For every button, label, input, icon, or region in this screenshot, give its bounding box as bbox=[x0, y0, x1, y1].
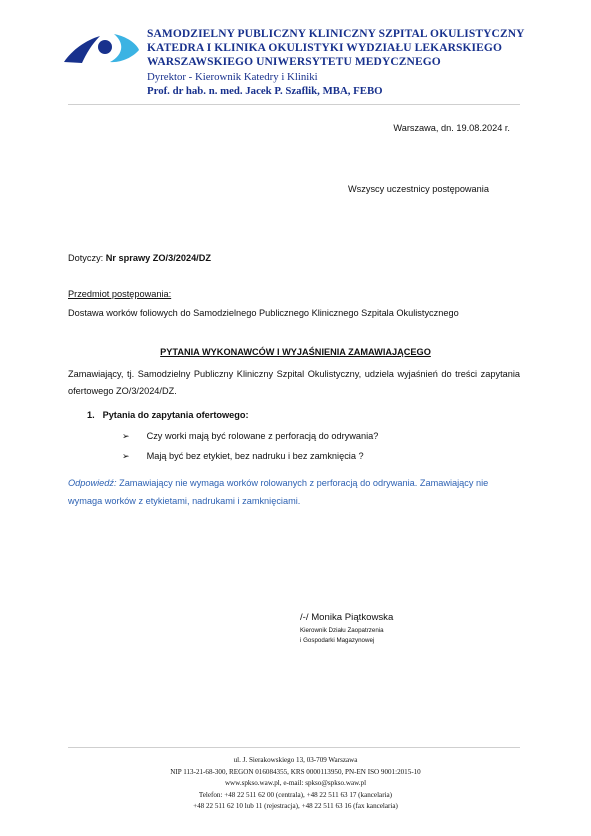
subject-label: Dotyczy: bbox=[68, 253, 104, 263]
recipient: Wszyscy uczestnicy postępowania bbox=[348, 184, 489, 194]
answer-label: Odpowiedź: bbox=[68, 478, 117, 488]
letterhead-text bbox=[147, 27, 525, 98]
signatory-role-line: Kierownik Działu Zaopatrzenia bbox=[300, 627, 384, 634]
questions-title-text: Pytania do zapytania ofertowego: bbox=[102, 410, 249, 420]
footer-phone: Telefon: +48 22 511 62 00 (centrala), +48 22 511 63 17 (kancelaria) bbox=[198, 790, 393, 799]
answer-paragraph bbox=[68, 474, 520, 510]
procedure-description: Dostawa worków foliowych do Samodzielnego Publicznego Klinicznego Szpitala Okulistycznego bbox=[68, 308, 459, 318]
letter-date: Warszawa, dn. 19.08.2024 r. bbox=[393, 123, 510, 133]
header-divider bbox=[68, 104, 520, 105]
signatory-role bbox=[300, 626, 384, 646]
footer-web-email: www.spkso.waw.pl, e-mail: spkso@spkso.waw.pl bbox=[224, 779, 367, 787]
footer bbox=[0, 755, 591, 813]
director-name: Prof. dr hab. n. med. Jacek P. Szaflik, MBA, FEBO bbox=[147, 84, 383, 97]
questions-number: 1. bbox=[87, 410, 95, 420]
arrow-bullet-icon: ➢ bbox=[122, 431, 130, 441]
subject-line bbox=[68, 252, 211, 264]
question-text: Czy worki mają być rolowane z perforacją do odrywania? bbox=[146, 431, 379, 441]
director-role: Dyrektor - Kierownik Katedry i Kliniki bbox=[147, 70, 318, 83]
footer-address: ul. J. Sierakowskiego 13, 03-709 Warszawa bbox=[233, 756, 358, 764]
case-number: Nr sprawy ZO/3/2024/DZ bbox=[105, 253, 211, 263]
footer-divider bbox=[68, 747, 520, 748]
letterhead bbox=[60, 24, 525, 102]
institution-name-line: SAMODZIELNY PUBLICZNY KLINICZNY SZPITAL OKULISTYCZNY bbox=[147, 28, 525, 40]
signatory-role-line: i Gospodarki Magazynowej bbox=[300, 637, 375, 644]
question-item bbox=[122, 450, 364, 462]
footer-phone-fax: +48 22 511 62 10 lub 11 (rejestracja), +48 22 511 63 16 (fax kancelaria) bbox=[193, 802, 398, 810]
institution-name-line: WARSZAWSKIEGO UNIWERSYTETU MEDYCZNEGO bbox=[147, 56, 441, 69]
footer-registry: NIP 113-21-68-300, REGON 016084355, KRS 0000113950, PN-EN ISO 9001:2015-10 bbox=[170, 767, 421, 776]
document-heading: PYTANIA WYKONAWCÓW I WYJAŚNIENIA ZAMAWIAJĄCEGO bbox=[160, 347, 431, 357]
signatory-name: /-/ Monika Piątkowska bbox=[300, 612, 394, 623]
institution-name-line: KATEDRA I KLINIKA OKULISTYKI WYDZIAŁU LEKARSKIEGO bbox=[147, 42, 502, 55]
questions-title bbox=[87, 409, 249, 421]
hospital-eye-logo bbox=[62, 30, 140, 64]
intro-paragraph: Zamawiający, tj. Samodzielny Publiczny Kliniczny Szpital Okulistyczny, udziela wyjaśnień do treści zapytania ofertowego ZO/3/2024/DZ. bbox=[68, 369, 520, 396]
arrow-bullet-icon: ➢ bbox=[122, 451, 130, 461]
answer-text: Zamawiający nie wymaga worków rolowanych z perforacją do odrywania. Zamawiający nie wymaga worków z etykietami, nadrukami i zamknięciami. bbox=[68, 478, 489, 506]
procedure-label: Przedmiot postępowania: bbox=[68, 289, 172, 299]
question-item bbox=[122, 430, 378, 442]
question-text: Mają być bez etykiet, bez nadruku i bez zamknięcia ? bbox=[146, 451, 364, 461]
